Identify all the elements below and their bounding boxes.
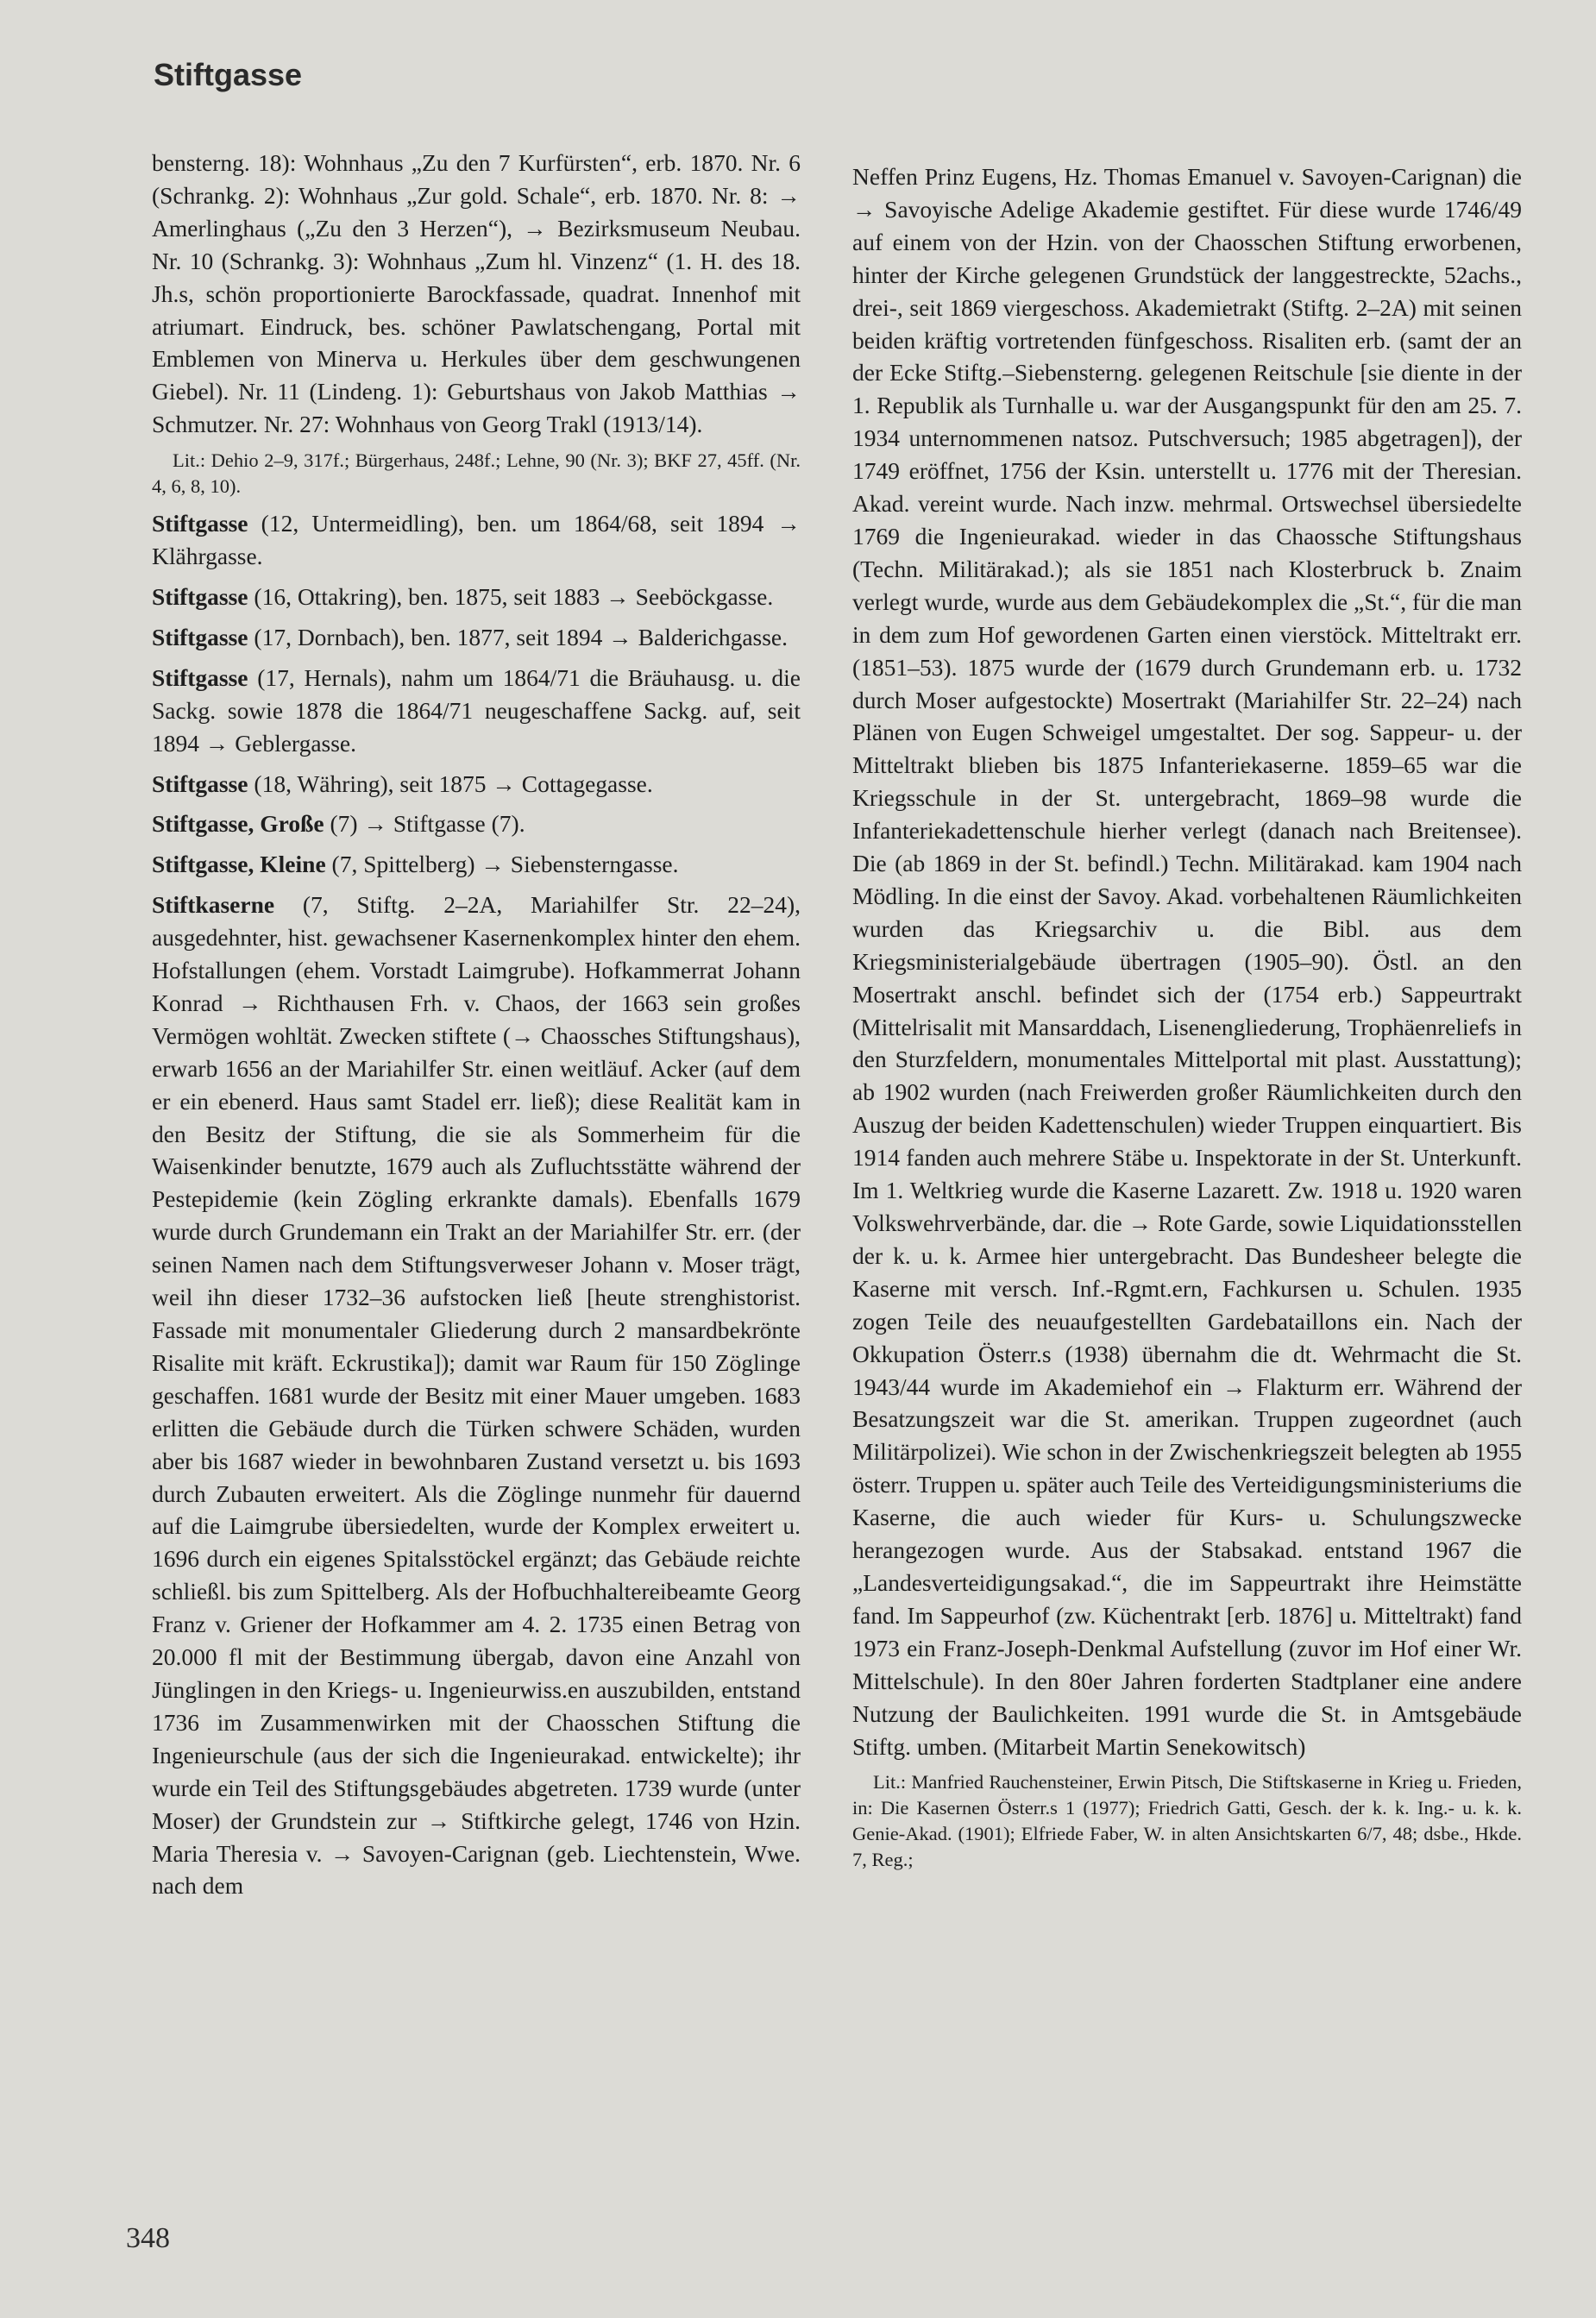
entry-stiftgasse-12	[152, 507, 801, 573]
entry-lemma: Stiftgasse	[152, 770, 248, 797]
right-column	[852, 160, 1522, 1876]
entry-text: (7, Spittelberg) → Siebensterngasse.	[325, 851, 679, 878]
page-number: 348	[126, 2222, 170, 2254]
entry-stiftgasse-17-hernals	[152, 662, 801, 760]
entry-text: (18, Währing), seit 1875 → Cottagegasse.	[248, 770, 653, 797]
entry-lemma: Stiftgasse	[152, 582, 248, 610]
entry-lemma: Stiftgasse, Große	[152, 810, 324, 838]
running-head: Stiftgasse	[154, 57, 303, 92]
entry-lemma: Stiftgasse	[152, 623, 248, 650]
entry-text: (7, Stiftg. 2–2A, Mariahilfer Str. 22–24), ausgedehnter, hist. gewachsener Kasernenkomplex hinter den ehem. Hofstallungen (ehem. Vorstadt Laimgrube). Hofkammerrat Johann Konrad → Richthausen Frh. v. Chaos, der 1663 sein großes Vermögen wohltät. Zwecken stiftete (→ Chaossches Stiftungshaus), erwarb 1656 an der Mariahilfer Str. einen weitläuf. Acker (auf dem er ein ebenerd. Haus samt Stadel err. ließ); diese Realität kam in den Besitz der Stiftung, die sie als Sommerheim für die Waisenkinder benutzte, 1679 auch als Zufluchtsstätte während der Pestepidemie (kein Zögling erkrankte damals). Ebenfalls 1679 wurde durch Grundemann ein Trakt an der Mariahilfer Str. err. (der seinen Namen nach dem Stiftungsverweser Johann v. Moser trägt, weil ihn dieser 1732–36 aufstocken ließ [heute strenghistorist. Fassade mit monumentaler Gliederung durch 2 mansardbekrönte Risalite mit kräft. Eckrustika]); damit war Raum für 150 Zöglinge geschaffen. 1681 wurde der Besitz mit einer Mauer umgeben. 1683 erlitten die Gebäude durch die Türken schwere Schäden, wurden aber bis 1687 wieder in bewohnbaren Zustand versetzt u. bis 1693 durch Zubauten erweitert. Als die Zöglinge nunmehr für dauernd auf die Laimgrube übersiedelten, wurde der Komplex erweitert u. 1696 durch ein eigenes Spitalsstöckel ergänzt; das Gebäude reichte schließl. bis zum Spittelberg. Als der Hofbuchhaltereibeamte Georg Franz v. Griener der Hofkammer am 4. 2. 1735 einen Betrag von 20.000 fl mit der Bestimmung übergab, davon eine Anzahl von Jünglingen in den Kriegs- u. Ingenieurwiss.en auszubilden, entstand 1736 im Zusammenwirken mit der Chaosschen Stiftung die Ingenieurschule (aus der sich die Ingenieurakad. entwickelte); ihr wurde ein Teil des Stiftungsgebäudes abgetreten. 1739 wurde (unter Moser) der Grundstein zur → Stiftkirche gelegt, 1746 von Hzin. Maria Theresia v. → Savoyen-Carignan (geb. Liechtenstein, Wwe. nach dem	[152, 891, 801, 1900]
entry-lemma: Stiftgasse	[152, 510, 248, 537]
entry-text: (17, Dornbach), ben. 1877, seit 1894 → Balderichgasse.	[248, 623, 789, 650]
entry-stiftgasse-17-dornbach	[152, 621, 801, 654]
entry-text: (12, Untermeidling), ben. um 1864/68, seit 1894 → Klährgasse.	[152, 510, 801, 570]
entry-stiftkaserne	[152, 889, 801, 1902]
literature-note: Lit.: Dehio 2–9, 317f.; Bürgerhaus, 248f.; Lehne, 90 (Nr. 3); BKF 27, 45ff. (Nr. 4, 6, 8, 10).	[152, 449, 801, 498]
entry-stiftgasse-grosse	[152, 807, 801, 840]
entry-text: (17, Hernals), nahm um 1864/71 die Bräuhausg. u. die Sackg. sowie 1878 die 1864/71 neugeschaffene Sackg. auf, seit 1894 → Geblergasse.	[152, 663, 801, 757]
literature-note: Lit.: Manfried Rauchensteiner, Erwin Pitsch, Die Stiftskaserne in Krieg u. Frieden, in: Die Kasernen Österr.s 1 (1977); Friedrich Gatti, Gesch. der k. k. Ing.- u. k. k. Genie-Akad. (1901); Elfriede Faber, W. in alten Ansichtskarten 6/7, 48; dsbe., Hkde. 7, Reg.;	[852, 1771, 1522, 1871]
entry-stiftgasse-16	[152, 581, 801, 613]
entry-text: (7) → Stiftgasse (7).	[324, 810, 525, 838]
entry-lemma: Stiftgasse	[152, 663, 248, 691]
continuation-text: bensterng. 18): Wohnhaus „Zu den 7 Kurfürsten“, erb. 1870. Nr. 6 (Schrankg. 2): Wohnhaus „Zur gold. Schale“, erb. 1870. Nr. 8: → Amerlinghaus („Zu den 3 Herzen“), → Bezirksmuseum Neubau. Nr. 10 (Schrankg. 3): Wohnhaus „Zum hl. Vinzenz“ (1. H. des 18. Jh.s, schön proportionierte Barockfassade, quadrat. Innenhof mit atriumart. Eindruck, bes. schöner Pawlatschengang, Portal mit Emblemen von Minerva u. Herkules über dem geschwungenen Giebel). Nr. 11 (Lindeng. 1): Geburtshaus von Jakob Matthias → Schmutzer. Nr. 27: Wohnhaus von Georg Trakl (1913/14).	[152, 149, 801, 438]
entry-lemma: Stiftgasse, Kleine	[152, 851, 326, 878]
right-column-text: Neffen Prinz Eugens, Hz. Thomas Emanuel v. Savoyen-Carignan) die → Savoyische Adelige Akademie gestiftet. Für diese wurde 1746/49 auf einem von der Hzin. von der Chaosschen Stiftung erworbenen, hinter der Kirche gelegenen Grundstück der langgestreckte, 52achs., drei-, seit 1869 viergeschoss. Akademietrakt (Stiftg. 2–2A) mit seinen beiden kräftig vortretenden fünfgeschoss. Risaliten erb. (samt der an der Ecke Stiftg.–Siebensterng. gelegenen Reitschule [sie diente in der 1. Republik als Turnhalle u. war der Ausgangspunkt für den am 25. 7. 1934 unternommenen natsoz. Putschversuch; 1985 abgetragen]), der 1749 eröffnet, 1756 der Ksin. unterstellt u. 1776 mit der Theresian. Akad. vereint wurde. Nach inzw. mehrmal. Ortswechsel übersiedelte 1769 die Ingenieurakad. wieder in das Chaossche Stiftungshaus (Techn. Militärakad.); als sie 1851 nach Klosterbruck b. Znaim verlegt wurde, wurde aus dem Gebäudekomplex die „St.“, für die man in dem zum Hof gewordenen Garten einen vierstöck. Mitteltrakt err. (1851–53). 1875 wurde der (1679 durch Grundemann erb. u. 1732 durch Moser aufgestockte) Mosertrakt (Mariahilfer Str. 22–24) nach Plänen von Eugen Schweigel umgestaltet. Der sog. Sappeur- u. der Mitteltrakt blieben bis 1875 Infanteriekaserne. 1859–65 war die Kriegsschule in der St. untergebracht, 1869–98 wurde die Infanteriekadettenschule hierher verlegt (danach nach Breitensee). Die (ab 1869 in der St. befindl.) Techn. Militärakad. kam 1904 nach Mödling. In die einst der Savoy. Akad. vorbehaltenen Räumlichkeiten wurden das Kriegsarchiv u. die Bibl. aus dem Kriegsministerialgebäude übertragen (1905–90). Östl. an den Mosertrakt anschl. befindet sich der (1754 erb.) Sappeurtrakt (Mittelrisalit mit Mansarddach, Lisenengliederung, Trophäenreliefs in den Sturzfeldern, monumentales Mittelportal mit plast. Ausstattung); ab 1902 wurden (nach Freiwerden großer Räumlichkeiten durch den Auszug der beiden Kadettenschulen) wieder Truppen einquartiert. Bis 1914 fanden auch mehrere Stäbe u. Inspektorate in der St. Unterkunft. Im 1. Weltkrieg wurde die Kaserne Lazarett. Zw. 1918 u. 1920 waren Volkswehrverbände, dar. die → Rote Garde, sowie Liquidationsstellen der k. u. k. Armee hier untergebracht. Das Bundesheer belegte die Kaserne mit versch. Inf.-Rgmt.ern, Fachkursen u. Schulen. 1935 zogen Teile des neuaufgestellten Gardebataillons ein. Nach der Okkupation Österr.s (1938) übernahm die dt. Wehrmacht die St. 1943/44 wurde im Akademiehof ein → Flakturm err. Während der Besatzungszeit war die St. amerikan. Truppen zugeordnet (auch Militärpolizei). Wie schon in der Zwischenkriegszeit belegten ab 1955 österr. Truppen u. später auch Teile des Verteidigungsministeriums die Kaserne, die auch wieder für Kurs- u. Schulungszwecke herangezogen wurde. Aus der Stabsakad. entstand 1967 die „Landesverteidigungsakad.“, die im Sappeurtrakt ihre Heimstätte fand. Im Sappeurhof (zw. Küchentrakt [erb. 1876] u. Mitteltrakt) fand 1973 ein Franz-Joseph-Denkmal Aufstellung (zuvor im Hof einer Wr. Mittelschule). In den 80er Jahren forderten Stadtplaner eine andere Nutzung der Baulichkeiten. 1991 wurde die St. in Amtsgebäude Stiftg. umben. (Mitarbeit Martin Senekowitsch)	[852, 163, 1522, 1760]
left-column	[152, 147, 801, 1902]
entry-text: (16, Ottakring), ben. 1875, seit 1883 → Seeböckgasse.	[248, 582, 774, 610]
entry-stiftgasse-kleine	[152, 848, 801, 881]
entry-lemma: Stiftkaserne	[152, 891, 275, 919]
entry-stiftgasse-18	[152, 768, 801, 801]
